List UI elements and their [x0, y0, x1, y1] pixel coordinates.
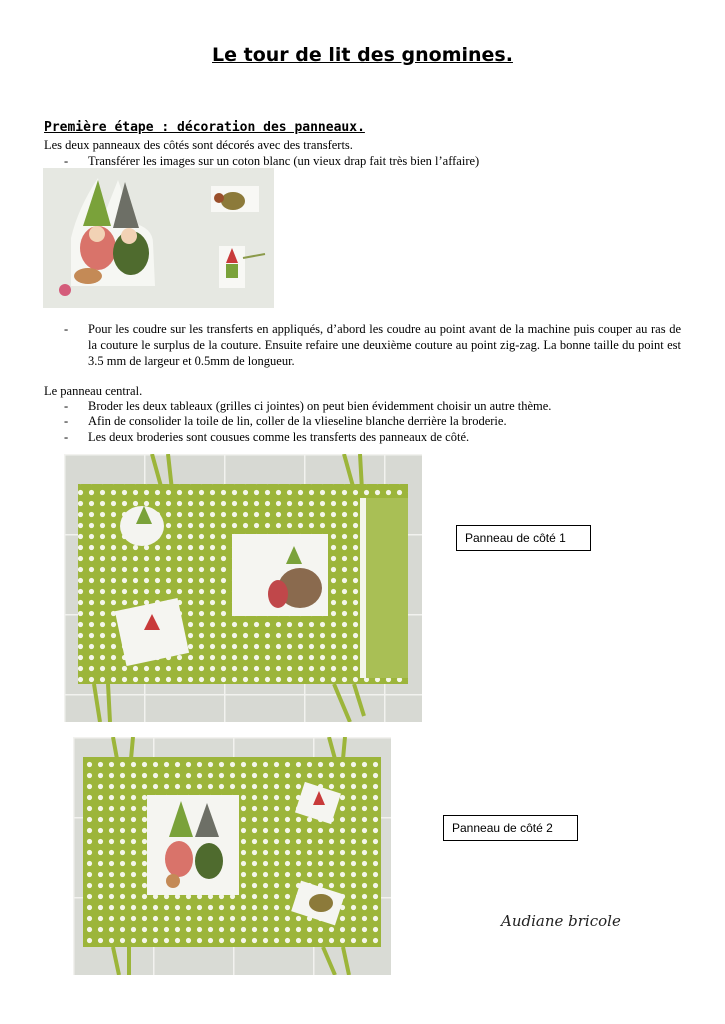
page-title: Le tour de lit des gnomines.: [212, 44, 513, 66]
panel2-label: Panneau de côté 2: [443, 815, 578, 841]
intro-text: Les deux panneaux des côtés sont décorés avec des transferts.: [44, 138, 353, 152]
bullet-sewing: Pour les coudre sur les transferts en appliqués, d’abord les coudre au point avant de la machine puis couper au ras de la couture le surplus de la couture. Ensuite refaire une deuxième couture au point zig-zag. La bonne taille du point est 3.5 mm de largeur et 0.5mm de longueur.: [88, 322, 681, 368]
central-heading: Le panneau central.: [44, 384, 143, 398]
bullet-dash: -: [64, 399, 69, 413]
bullet-dash: -: [64, 414, 69, 428]
step-heading: Première étape : décoration des panneaux.: [44, 120, 365, 135]
bullet-sewn: Les deux broderies sont cousues comme les transferts des panneaux de côté.: [88, 430, 470, 444]
panel2-photo-illustration: [73, 737, 391, 975]
bullet-consolidate: Afin de consolider la toile de lin, coller de la vlieseline blanche derrière la broderie.: [88, 414, 507, 428]
bullet-dash: -: [64, 322, 69, 336]
panel1-photo: [64, 454, 422, 722]
bullet-embroider: Broder les deux tableaux (grilles ci jointes) on peut bien évidemment choisir un autre thème.: [88, 399, 552, 413]
bullet-dash: -: [64, 430, 69, 444]
panel2-photo: [73, 737, 391, 975]
transfer-photo-illustration: [43, 168, 274, 308]
signature: Audiane bricole: [501, 912, 621, 930]
panel1-photo-illustration: [64, 454, 422, 722]
transfer-photo: [43, 168, 274, 308]
bullet-transfer: Transférer les images sur un coton blanc (un vieux drap fait très bien l’affaire): [88, 154, 480, 168]
bullet-dash: -: [64, 154, 69, 168]
panel1-label: Panneau de côté 1: [456, 525, 591, 551]
